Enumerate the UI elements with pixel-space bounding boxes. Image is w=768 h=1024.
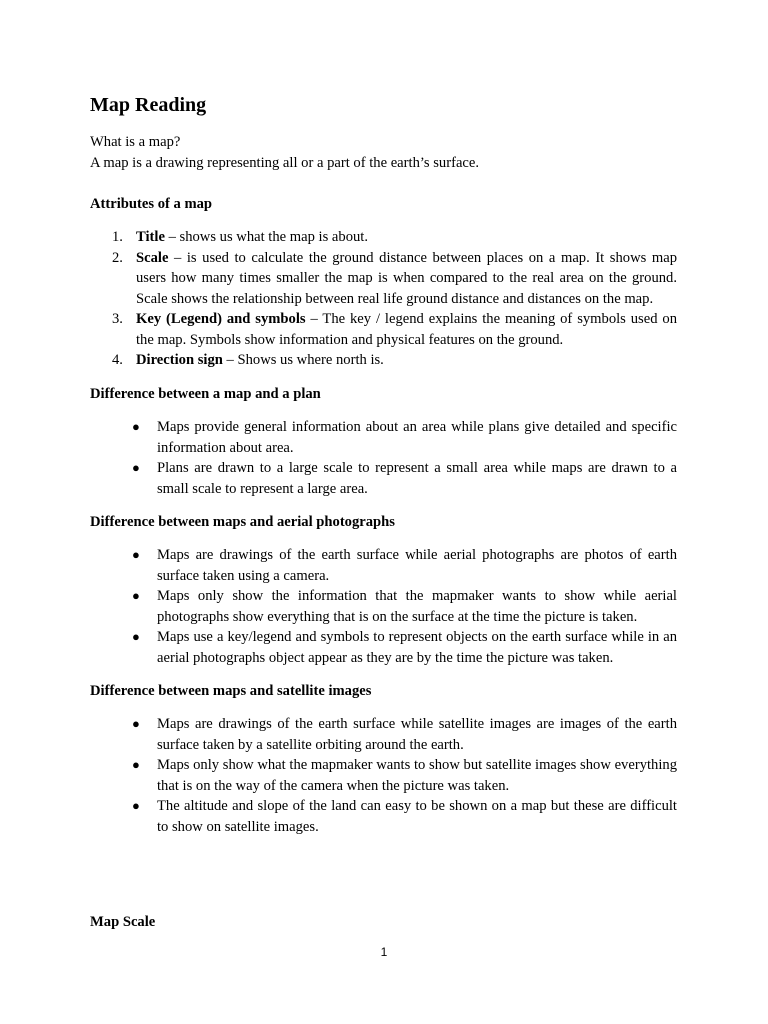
list-item (90, 586, 677, 627)
bullet-text: Plans are drawn to a large scale to represent a small area while maps are drawn to a small scale to represent a large area. (157, 460, 677, 497)
map-vs-plan-list (90, 417, 677, 499)
list-text: – is used to calculate the ground distance between places on a map. It shows map users how many times smaller the map is when compared to the real area on the ground. Scale shows the relationship between real life ground distance and distances on the map. (136, 249, 677, 307)
list-item (90, 309, 677, 350)
bullet-icon: ● (132, 588, 140, 603)
intro-question: What is a map? (90, 134, 181, 150)
page-title: Map Reading (90, 94, 207, 116)
bullet-icon: ● (132, 419, 140, 434)
list-term: Key (Legend) and symbols (136, 311, 306, 327)
map-vs-aerial-list (90, 545, 677, 668)
map-scale-heading: Map Scale (90, 914, 156, 930)
list-item (90, 458, 677, 499)
list-item (90, 545, 677, 586)
map-vs-plan-heading: Difference between a map and a plan (90, 386, 321, 402)
list-item (90, 248, 677, 310)
list-text: – The key / legend explains the meaning of symbols used on the map. Symbols show information and physical features on the ground. (136, 311, 677, 348)
list-term: Title (136, 229, 165, 245)
page-number: 1 (380, 945, 388, 959)
list-item (90, 227, 677, 248)
list-number: 1. (112, 229, 123, 245)
map-vs-satellite-list (90, 714, 677, 837)
attributes-heading: Attributes of a map (90, 196, 213, 212)
bullet-icon: ● (132, 547, 140, 562)
list-term: Direction sign (136, 352, 223, 368)
bullet-text: Maps use a key/legend and symbols to represent objects on the earth surface while in an aerial photographs object appear as they are by the time the picture was taken. (157, 629, 677, 666)
intro-answer: A map is a drawing representing all or a part of the earth’s surface. (90, 155, 480, 171)
bullet-text: Maps are drawings of the earth surface while satellite images are images of the earth surface taken by a satellite orbiting around the earth. (157, 716, 677, 753)
list-item (90, 350, 677, 371)
list-text: – Shows us where north is. (222, 352, 384, 368)
list-item (90, 417, 677, 458)
bullet-text: The altitude and slope of the land can easy to be shown on a map but these are difficult to show on satellite images. (157, 798, 677, 835)
bullet-text: Maps provide general information about an area while plans give detailed and specific information about area. (157, 419, 677, 456)
bullet-text: Maps are drawings of the earth surface while aerial photographs are photos of earth surface taken using a camera. (157, 547, 677, 584)
bullet-icon: ● (132, 716, 140, 731)
list-number: 2. (112, 249, 123, 266)
map-vs-aerial-heading: Difference between maps and aerial photographs (90, 514, 395, 530)
list-number: 3. (112, 311, 123, 327)
attributes-list (90, 227, 677, 371)
list-text: – shows us what the map is about. (164, 229, 369, 245)
bullet-icon: ● (132, 460, 140, 475)
bullet-text: Maps only show the information that the mapmaker wants to show while aerial photographs show everything that is on the surface at the time the picture is taken. (157, 588, 677, 625)
list-item (90, 796, 677, 837)
list-term: Scale (136, 249, 169, 266)
bullet-icon: ● (132, 798, 140, 813)
list-item (90, 714, 677, 755)
bullet-icon: ● (132, 629, 140, 644)
map-vs-satellite-heading: Difference between maps and satellite images (90, 683, 372, 699)
bullet-icon: ● (132, 757, 140, 772)
list-number: 4. (112, 352, 123, 368)
list-item (90, 627, 677, 668)
bullet-text: Maps only show what the mapmaker wants to show but satellite images show everything that is on the way of the camera when the picture was taken. (157, 757, 677, 794)
list-item (90, 755, 677, 796)
